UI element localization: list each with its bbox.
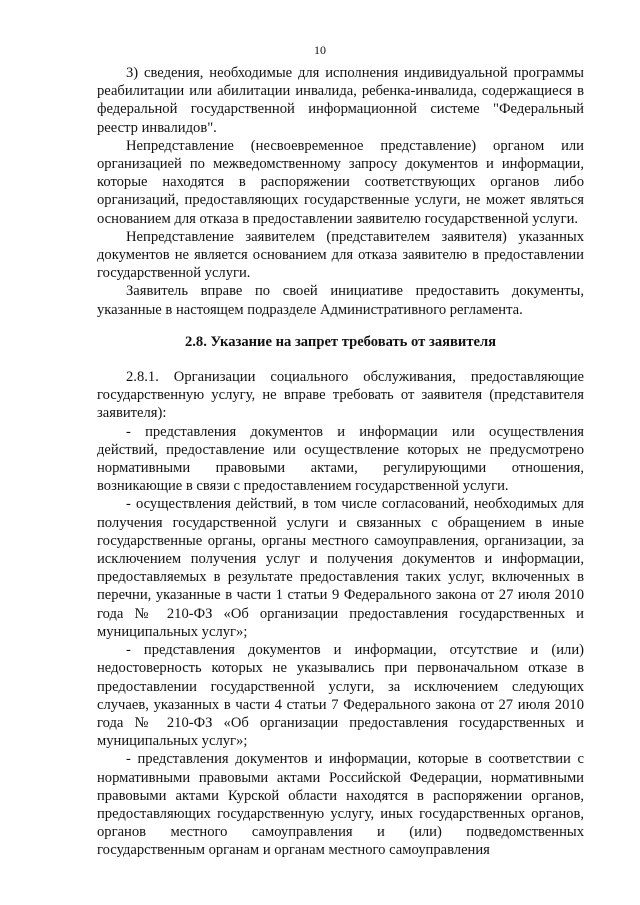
- page-number: 10: [314, 43, 326, 57]
- list-item-documents-in-agencies: - представления документов и информации, которые в соответствии с нормативными правовыми актами Российской Федерации, нормативными правовыми актами Курской области находятся в распоряжении органов, предоставляющих государственную услугу, иных государственных органов, органов местного самоуправления и (или) подведомственных государственным органам и органам местного самоуправления: [97, 751, 584, 859]
- list-item-actions: - осуществления действий, в том числе согласований, необходимых для получения государственной услуги и связанных с обращением в иные государственные органы, органы местного самоуправления, организации, за исключением получения услуг и получения документов и информации, предоставляемых в результате предоставления таких услуг, включенных в перечни, указанные в части 1 статьи 9 Федерального закона от 27 июля 2010 года № 210-ФЗ «Об организации предоставления государственных и муниципальных услуг»;: [97, 496, 584, 640]
- paragraph-nonsubmission-by-applicant: Непредставление заявителем (представителем заявителя) указанных документов не является основанием для отказа заявителю в предоставлении государственной услуги.: [97, 228, 584, 282]
- paragraph-item-3: 3) сведения, необходимые для исполнения индивидуальной программы реабилитации или абилитации инвалида, ребенка-инвалида, содержащиеся в федеральной государственной информационной системе "Федеральный реестр инвалидов".: [97, 65, 584, 136]
- list-item-documents: - представления документов и информации или осуществления действий, предоставление или осуществление которых не предусмотрено нормативными правовыми актами, регулирующими отношения, возникающие в связи с предоставлением государственной услуги.: [97, 423, 584, 495]
- list-item-unreliable-documents: - представления документов и информации, отсутствие и (или) недостоверность которых не указывались при первоначальном отказе в предоставлении государственной услуги, за исключением следующих случаев, указанных в части 4 статьи 7 Федерального закона от 27 июля 2010 года № 210-ФЗ «Об организации предоставления государственных и муниципальных услуг»;: [97, 642, 584, 750]
- section-heading: 2.8. Указание на запрет требовать от заявителя: [184, 333, 497, 350]
- paragraph-nonsubmission-by-agency: Непредставление (несвоевременное представление) органом или организацией по межведомственному запросу документов и информации, которые находятся в распоряжении соответствующих органов либо организаций, предоставляющих государственные услуги, не может являться основанием для отказа в предоставлении заявителю государственной услуги.: [97, 137, 584, 227]
- page-content: [97, 64, 584, 860]
- paragraph-applicant-right: Заявитель вправе по своей инициативе предоставить документы, указанные в настоящем подразделе Административного регламента.: [97, 283, 584, 318]
- paragraph-2-8-1: 2.8.1. Организации социального обслуживания, предоставляющие государственную услугу, не вправе требовать от заявителя (представителя заявителя):: [97, 369, 584, 422]
